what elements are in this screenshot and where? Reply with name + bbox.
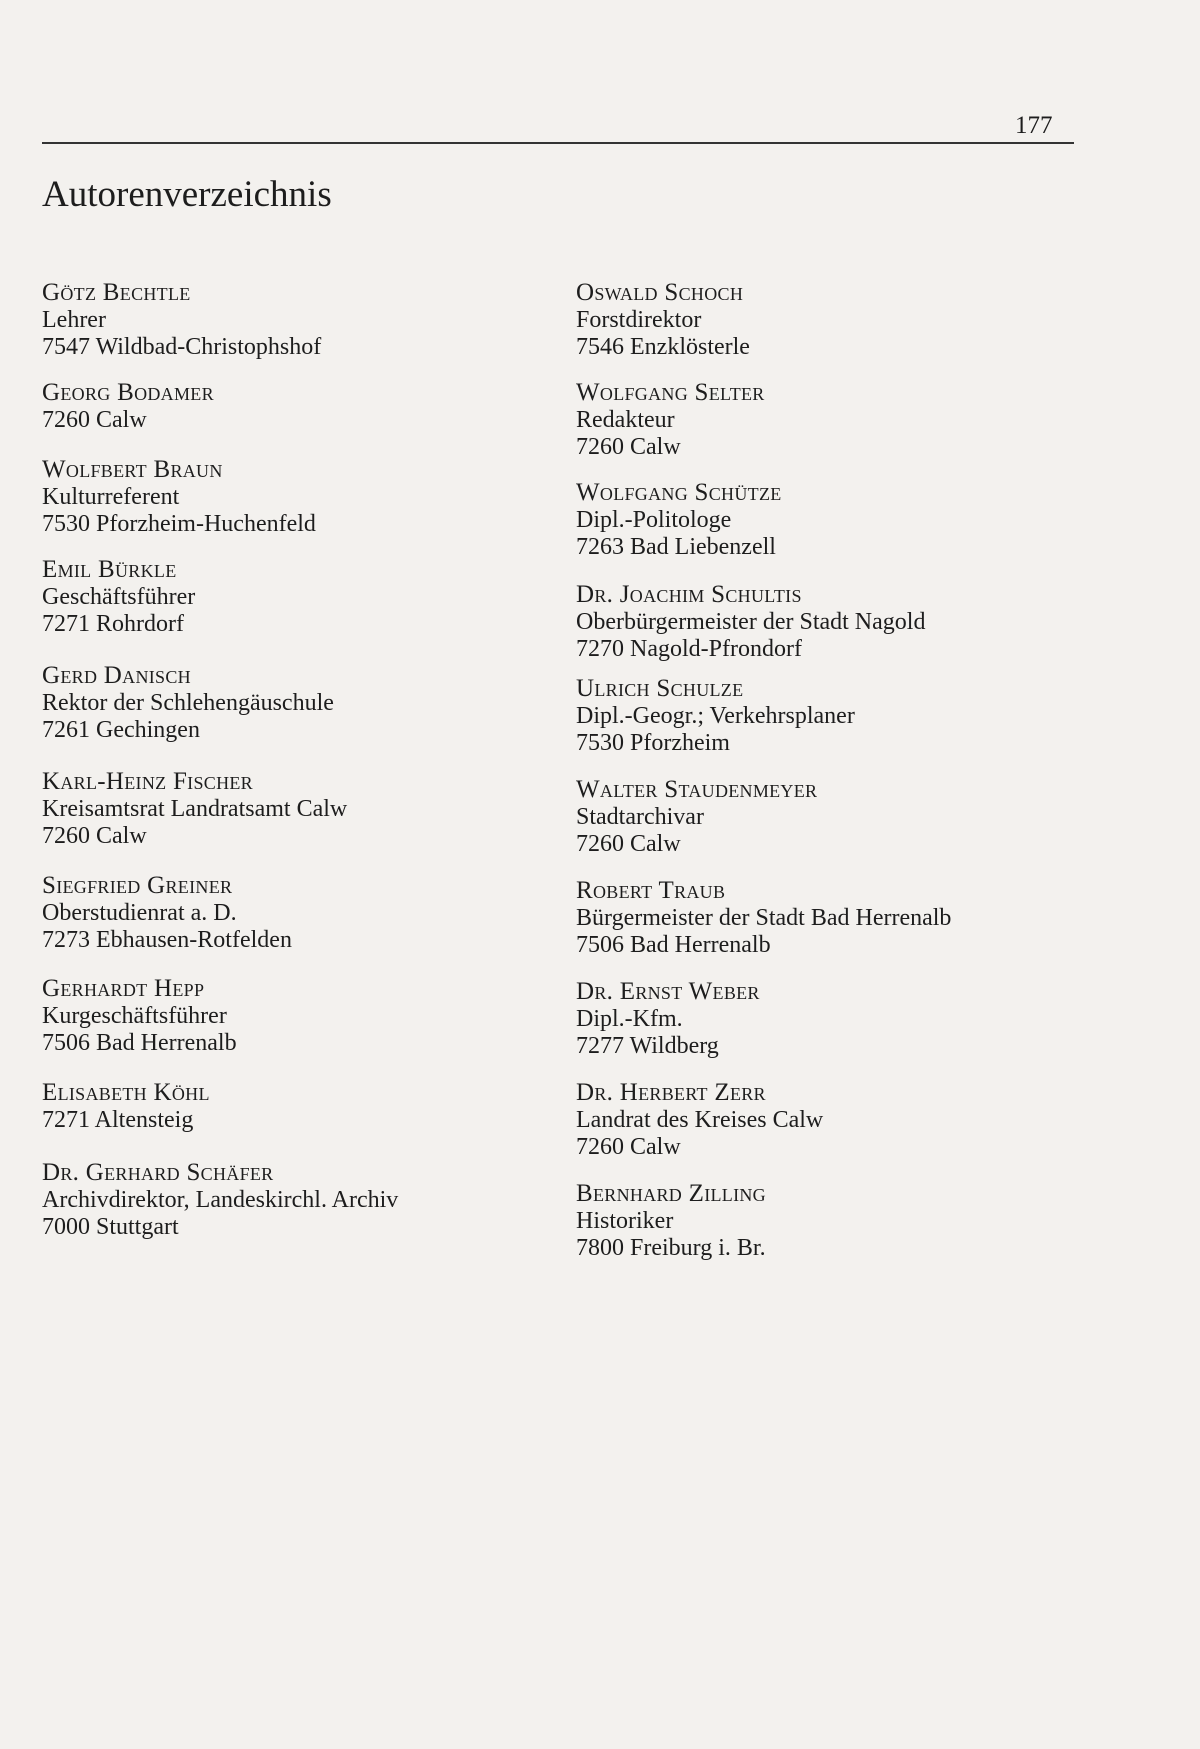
author-name: Emil Bürkle [42, 556, 177, 583]
author-detail: 7506 Bad Herrenalb [42, 1030, 237, 1056]
author-detail: Dipl.-Geogr.; Verkehrsplaner [576, 703, 855, 729]
author-detail: Geschäftsführer [42, 584, 196, 610]
author-detail: 7547 Wildbad-Christophshof [42, 334, 322, 360]
author-detail: 7273 Ebhausen-Rotfelden [42, 927, 292, 953]
author-name: Dr. Herbert Zerr [576, 1079, 766, 1106]
author-entry [576, 1179, 1096, 1262]
author-entry [42, 871, 542, 974]
author-detail: 7260 Calw [42, 823, 147, 849]
author-name: Dr. Joachim Schultis [576, 581, 802, 608]
author-entry [576, 580, 1096, 674]
author-entry [42, 278, 542, 378]
author-detail: Dipl.-Kfm. [576, 1006, 683, 1032]
author-entry [576, 876, 1096, 977]
author-entry [42, 1078, 542, 1158]
author-detail: Redakteur [576, 407, 675, 433]
author-detail: Kreisamtsrat Landratsamt Calw [42, 796, 348, 822]
author-detail: Bürgermeister der Stadt Bad Herrenalb [576, 905, 952, 931]
author-detail: 7271 Rohrdorf [42, 611, 184, 637]
author-name: Bernhard Zilling [576, 1180, 766, 1207]
author-detail: 7260 Calw [576, 831, 681, 857]
author-detail: 7270 Nagold-Pfrondorf [576, 636, 802, 662]
author-name: Siegfried Greiner [42, 872, 233, 899]
author-entry [42, 974, 542, 1078]
author-name: Wolfgang Selter [576, 379, 765, 406]
author-detail: Forstdirektor [576, 307, 702, 333]
author-detail: Landrat des Kreises Calw [576, 1107, 824, 1133]
header-rule [42, 142, 1074, 144]
author-detail: 7260 Calw [42, 407, 147, 433]
author-name: Georg Bodamer [42, 379, 214, 406]
author-detail: 7261 Gechingen [42, 717, 200, 743]
author-detail: Archivdirektor, Landeskirchl. Archiv [42, 1187, 399, 1213]
author-entry [576, 1078, 1096, 1179]
author-name: Gerd Danisch [42, 662, 191, 689]
author-detail: Oberstudienrat a. D. [42, 900, 237, 926]
author-name: Walter Staudenmeyer [576, 776, 818, 803]
author-name: Oswald Schoch [576, 279, 744, 306]
page-title: Autorenverzeichnis [42, 174, 332, 215]
author-entry [42, 661, 542, 767]
author-detail: 7000 Stuttgart [42, 1214, 179, 1240]
author-name: Wolfgang Schütze [576, 479, 782, 506]
right-author-column [576, 278, 1096, 1262]
author-detail: 7263 Bad Liebenzell [576, 534, 776, 560]
author-detail: 7506 Bad Herrenalb [576, 932, 771, 958]
page-number: 177 [1015, 112, 1053, 139]
author-detail: Dipl.-Politologe [576, 507, 732, 533]
author-name: Elisabeth Köhl [42, 1079, 210, 1106]
author-detail: Kulturreferent [42, 484, 180, 510]
author-name: Ulrich Schulze [576, 675, 744, 702]
author-detail: Oberbürgermeister der Stadt Nagold [576, 609, 926, 635]
author-name: Dr. Ernst Weber [576, 978, 760, 1005]
left-author-column [42, 278, 542, 1241]
author-entry [42, 767, 542, 871]
author-detail: 7271 Altensteig [42, 1107, 194, 1133]
author-entry [42, 1158, 542, 1241]
author-entry [576, 378, 1096, 478]
author-name: Wolfbert Braun [42, 456, 223, 483]
author-detail: Rektor der Schlehengäuschule [42, 690, 334, 716]
author-detail: 7277 Wildberg [576, 1033, 719, 1059]
author-entry [576, 478, 1096, 580]
author-detail: 7260 Calw [576, 434, 681, 460]
author-name: Götz Bechtle [42, 279, 191, 306]
author-name: Robert Traub [576, 877, 726, 904]
author-detail: Stadtarchivar [576, 804, 704, 830]
author-detail: 7800 Freiburg i. Br. [576, 1235, 766, 1261]
author-name: Gerhardt Hepp [42, 975, 205, 1002]
author-detail: 7530 Pforzheim-Huchenfeld [42, 511, 316, 537]
author-detail: Historiker [576, 1208, 674, 1234]
author-detail: 7530 Pforzheim [576, 730, 730, 756]
author-entry [576, 775, 1096, 876]
author-name: Dr. Gerhard Schäfer [42, 1159, 274, 1186]
author-entry [576, 278, 1096, 378]
author-detail: Kurgeschäftsführer [42, 1003, 227, 1029]
author-detail: 7260 Calw [576, 1134, 681, 1160]
author-entry [576, 674, 1096, 775]
author-entry [42, 555, 542, 661]
author-detail: 7546 Enzklösterle [576, 334, 750, 360]
author-entry [576, 977, 1096, 1078]
author-entry [42, 455, 542, 555]
author-name: Karl-Heinz Fischer [42, 768, 253, 795]
author-entry [42, 378, 542, 455]
author-detail: Lehrer [42, 307, 106, 333]
